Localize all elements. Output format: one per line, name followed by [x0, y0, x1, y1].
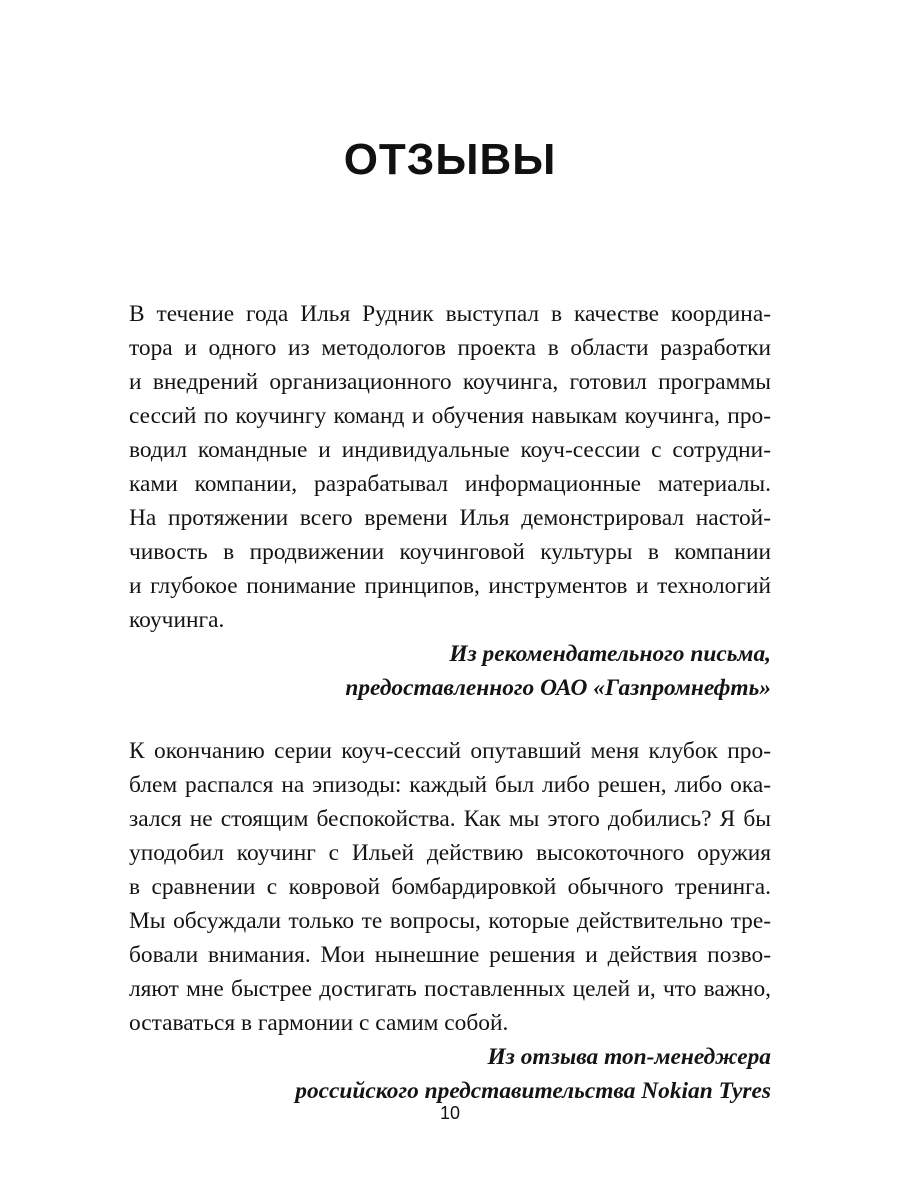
review-line: сессий по коучингу команд и обучения навыкам коучинга, про- [129, 403, 771, 429]
review-source-line: Из отзыва топ-менеджера [487, 1044, 771, 1070]
review-line: чивость в продвижении коучинговой культуры в компании [129, 539, 771, 565]
review-1-text [129, 297, 771, 637]
review-line: ляют мне быстрее достигать поставленных целей и, что важно, [129, 976, 771, 1002]
review-line: К окончанию серии коуч-сессий опутавший меня клубок про- [129, 738, 771, 764]
review-source-line: Из рекомендательного письма, [449, 641, 771, 667]
review-line: оставаться в гармонии с самим собой. [129, 1010, 509, 1036]
review-line: блем распался на эпизоды: каждый был либо решен, либо ока- [129, 772, 771, 798]
review-line: и глубокое понимание принципов, инструментов и технологий [129, 573, 771, 599]
review-line: водил командные и индивидуальные коуч-сессии с сотрудни- [129, 437, 771, 463]
review-line: в сравнении с ковровой бомбардировкой обычного тренинга. [129, 874, 771, 900]
review-line: уподобил коучинг с Ильей действию высокоточного оружия [129, 840, 771, 866]
review-line: В течение года Илья Рудник выступал в качестве координа- [129, 301, 771, 327]
review-1 [129, 297, 771, 705]
review-2-text [129, 734, 771, 1040]
review-line: На протяжении всего времени Илья демонстрировал настой- [129, 505, 771, 531]
review-source-line: предоставленного ОАО «Газпромнефть» [345, 675, 771, 701]
review-line: тора и одного из методологов проекта в области разработки [129, 335, 771, 361]
review-line: и внедрений организационного коучинга, готовил программы [129, 369, 771, 395]
page-number: 10 [439, 1103, 461, 1123]
review-source-line: российского представительства Nokian Tyres [295, 1078, 771, 1104]
review-line: зался не стоящим беспокойства. Как мы этого добились? Я бы [129, 806, 771, 832]
review-line: Мы обсуждали только те вопросы, которые действительно тре- [129, 908, 771, 934]
review-line: коучинга. [129, 607, 225, 633]
review-line: бовали внимания. Мои нынешние решения и действия позво- [129, 942, 771, 968]
review-1-source [129, 637, 771, 705]
review-line: ками компании, разрабатывал информационные материалы. [129, 471, 771, 497]
page-title: ОТЗЫВЫ [343, 135, 557, 184]
review-2-source [129, 1040, 771, 1108]
review-2 [129, 734, 771, 1108]
